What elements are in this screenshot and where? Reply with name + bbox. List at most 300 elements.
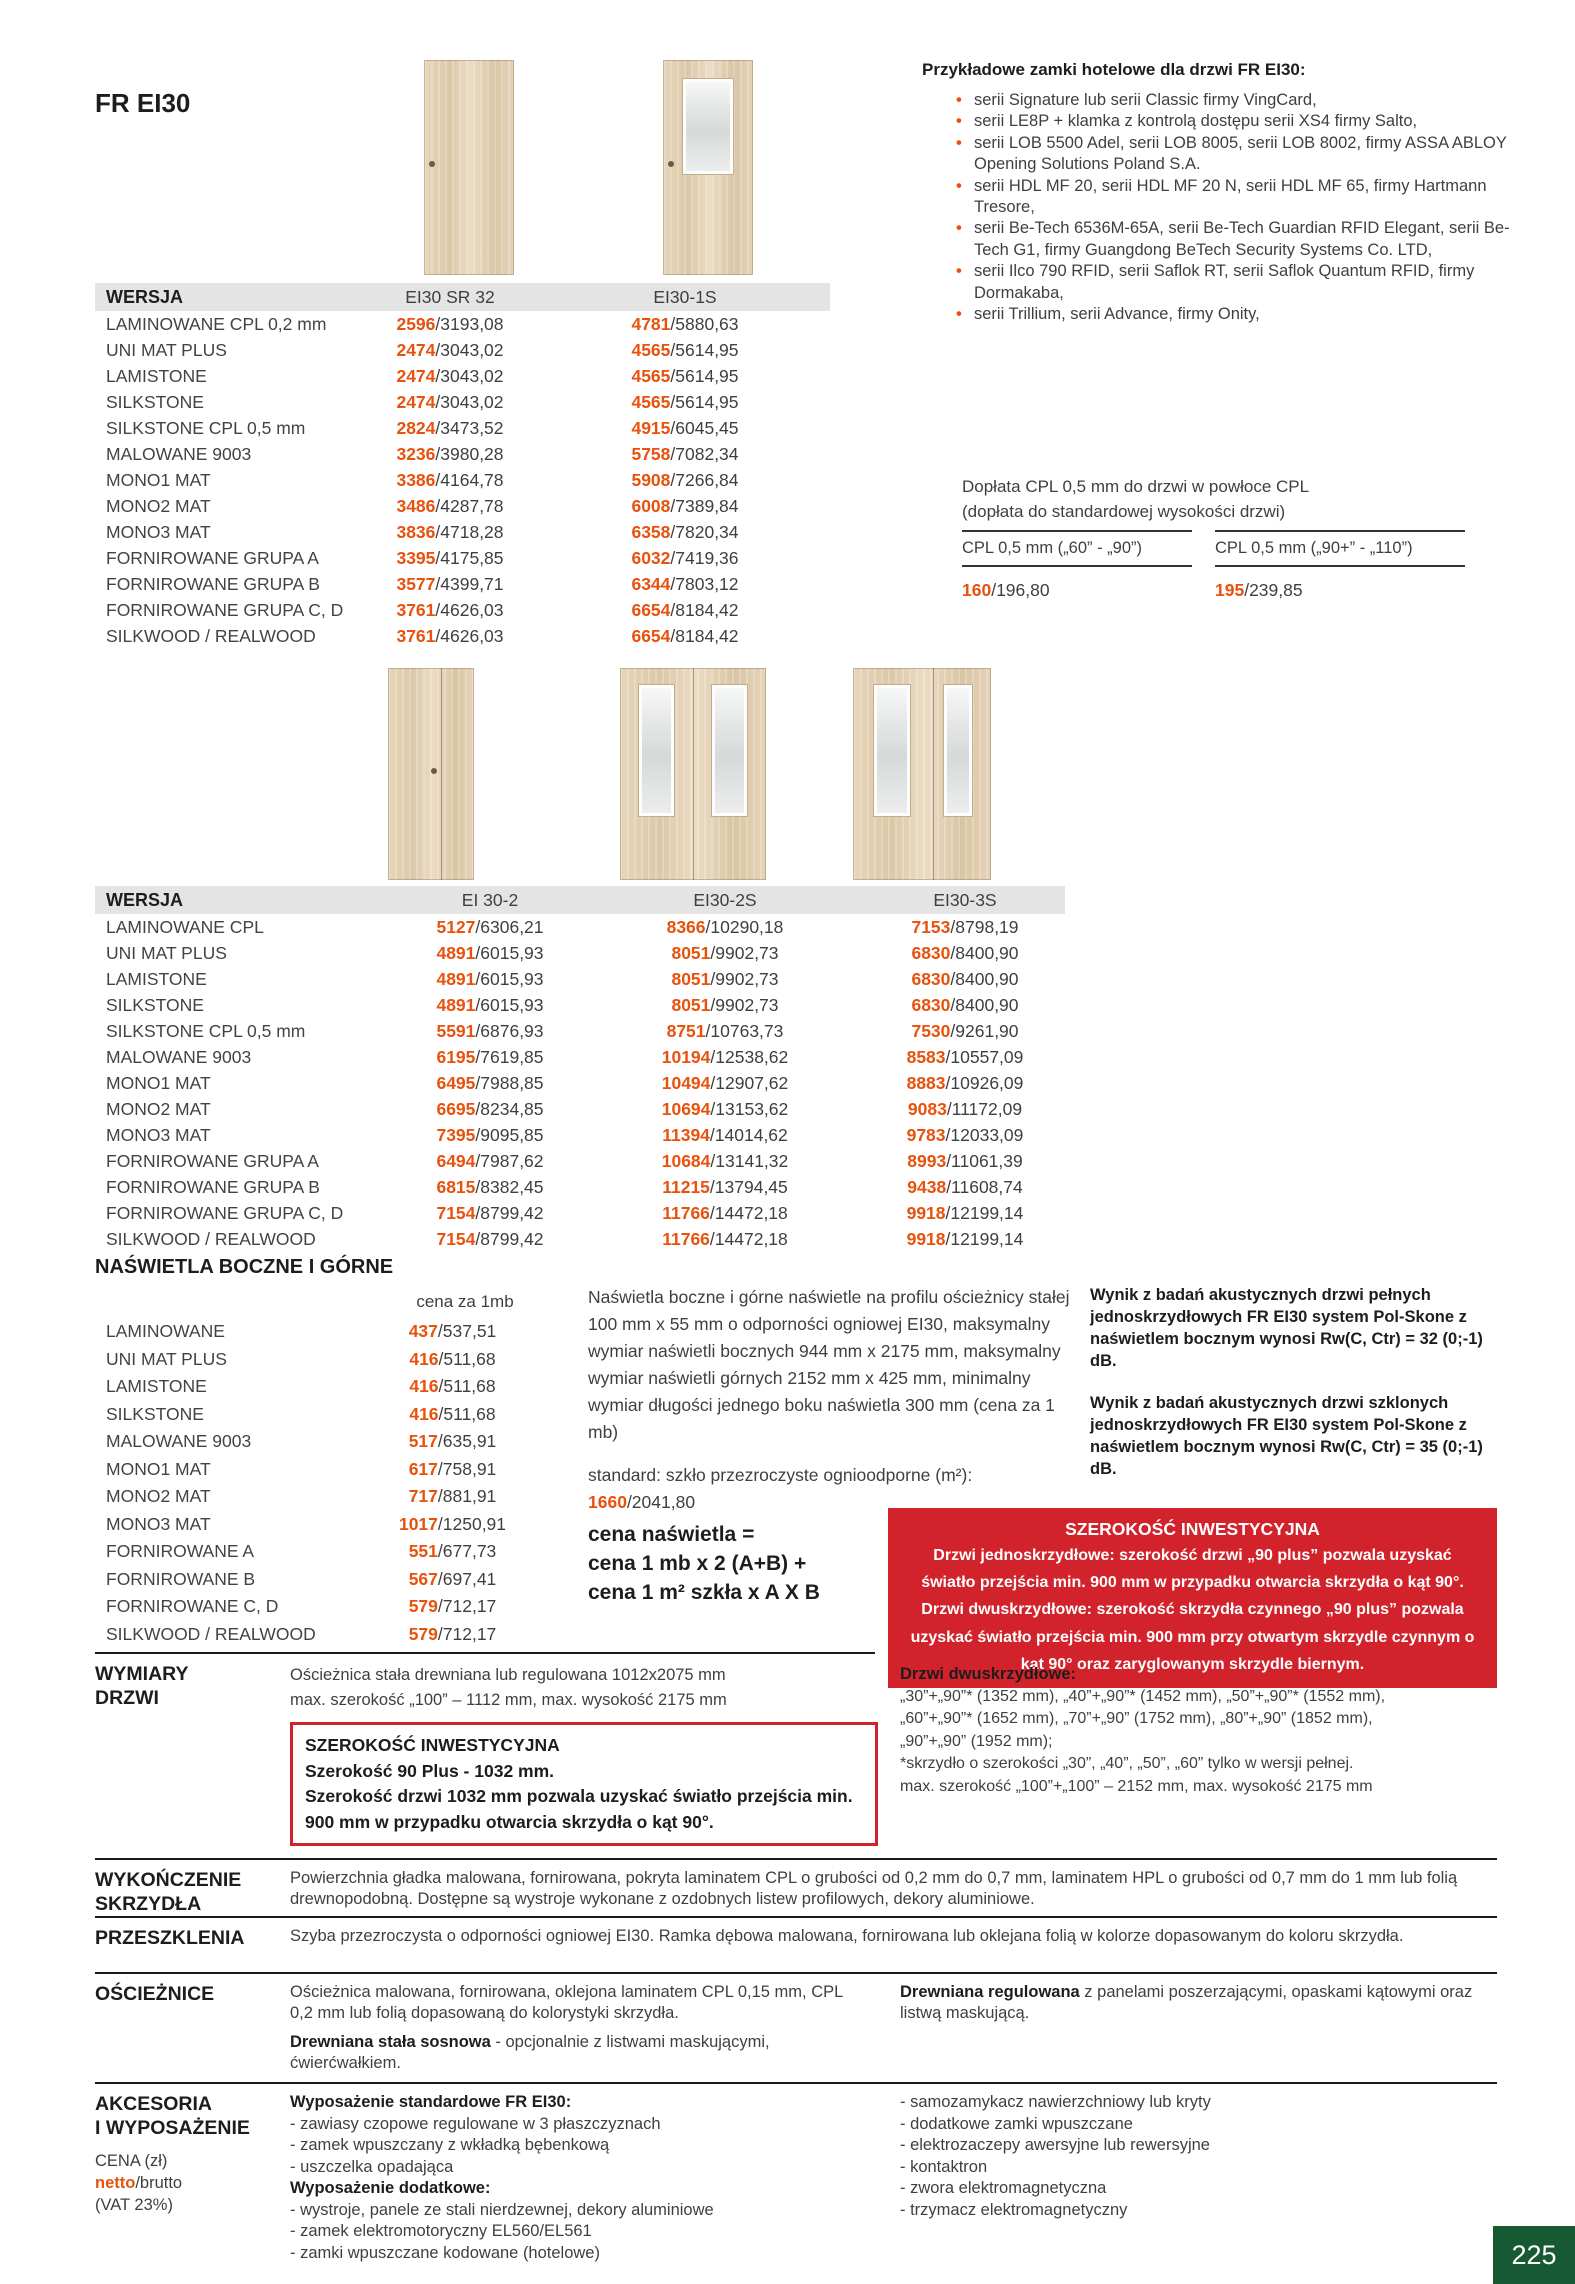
price-cell [395,1047,585,1068]
net-price: 8883 [906,1072,946,1093]
price-cell [540,314,830,335]
net-price: 6695 [436,1098,476,1119]
net-price: 1017 [398,1513,438,1534]
gross-price: /5614,95 [670,339,739,360]
gross-price: /4399,71 [435,573,504,594]
table-row [95,940,1065,966]
column-header-wersja: WERSJA [106,286,184,307]
gross-price: /6045,45 [670,417,739,438]
list-item: - kontaktron [900,2157,988,2176]
gross-price: /8234,85 [475,1098,544,1119]
price-cell [345,1459,560,1480]
row-label: LAMISTONE [106,968,207,989]
row-label: LAMINOWANE CPL [106,916,264,937]
table-row [95,1621,560,1649]
list-item: - zamek wpuszczany z wkładką bębenkową [290,2136,610,2154]
net-price: 7395 [436,1124,476,1145]
price-cell [360,340,540,361]
gross-price: /9261,90 [950,1020,1019,1041]
door-image-ei30-sr32 [424,60,514,275]
price-cell [865,1073,1065,1094]
netto-label: netto [95,2174,136,2192]
naswietla-description: Naświetla boczne i górne naświetle na profilu ościeżnicy stałej 100 mm x 55 mm o odporności ogniowej EI30, maksymalny wymiar naświetli bocznych 944 mm x 2175 mm, maksymalny wymiar naświetli górnych 2152 mm x 425 mm, minimalny wymiar długości jednego boku naświetla 300 mm (cena za 1 mb) [588,1287,1070,1442]
wykonczenie-text: Powierzchnia gładka malowana, fornirowana, pokryta laminatem CPL o grubości od 0,2 mm do 0,7 mm, laminatem HPL o grubości od 0,7 mm do 1 mm lub folią drewnopodobną. Dostępne są wystroje wykonane z ozdobnych listew profilowych, dekory aluminiowe. [290,1869,1458,1908]
row-label: FORNIROWANE GRUPA A [106,547,319,568]
door-glass-pane [712,685,747,816]
row-label: LAMISTONE [106,1376,207,1397]
row-label: UNI MAT PLUS [106,942,227,963]
gross-price: /2041,80 [626,1492,696,1512]
net-price: 4781 [631,313,671,334]
price-cell [395,969,585,990]
row-label: FORNIROWANE A [106,1541,255,1562]
net-price: 7154 [436,1202,476,1223]
net-price: 8051 [671,968,711,989]
gross-price: /8400,90 [950,994,1019,1015]
gross-price: /9095,85 [475,1124,544,1145]
price-cell [865,995,1065,1016]
surcharge-col2-price [1215,580,1303,601]
price-cell [345,1486,560,1507]
net-price: 4565 [631,339,671,360]
gross-price: /10290,18 [705,916,784,937]
section-divider [95,1652,875,1654]
akcesoria-add-heading: Wyposażenie dodatkowe: [290,2179,491,2197]
net-price: 416 [409,1376,439,1397]
akcesoria-add-items [290,2200,714,2265]
net-price: 3386 [396,469,436,490]
list-item: „60”+„90”* (1652 mm), „70”+„90” (1752 mm), „80”+„90” (1852 mm), [900,1710,1373,1727]
net-price: 2474 [396,365,436,386]
price-cell [540,496,830,517]
door-glass-pane [944,685,972,816]
row-label: MONO2 MAT [106,1486,211,1507]
price-cell [585,1151,865,1172]
net-price: 6195 [436,1046,476,1067]
list-item: - zwora elektromagnetyczna [900,2179,1107,2197]
door-glass-pane [683,79,733,174]
price-cell [395,1073,585,1094]
door-seam [933,668,934,880]
section-label-wykonczenie: WYKOŃCZENIE SKRZYDŁA [95,1869,242,1915]
table-row [95,545,830,571]
table-row [95,493,830,519]
acoustic-paragraph-2: Wynik z badań akustycznych drzwi szklonych jednoskrzydłowych FR EI30 system Pol-Skone z naświetlem bocznym wynosi Rw(C, Ctr) = 35 (0;-1) dB. [1090,1394,1483,1478]
table-row [95,1401,560,1429]
door-glass-pane [639,685,674,816]
table-row [95,571,830,597]
price-cell [540,340,830,361]
net-price: 9083 [907,1098,947,1119]
list-item: - dodatkowe zamki wpuszczane [900,2114,1133,2133]
wymiary-line2: max. szerokość „100” – 1112 mm, max. wysokość 2175 mm [290,1691,727,1709]
row-label: MONO3 MAT [106,1513,211,1534]
gross-price: /12199,14 [945,1202,1024,1223]
door-image-ei30-1s [663,60,753,275]
net-price: 9918 [906,1202,946,1223]
gross-price: /635,91 [437,1431,497,1452]
gross-price: /11172,09 [946,1098,1023,1119]
net-price: 10684 [661,1150,711,1171]
locks-list [922,90,1532,325]
table-row [95,1044,1065,1070]
net-price: 5591 [436,1020,476,1041]
red-box-body: Drzwi jednoskrzydłowe: szerokość drzwi „90 plus” pozwala uzyskać światło przejścia min. 900 mm w przypadku otwarcia skrzydła o kąt 90°. Drzwi dwuskrzydłowe: szerokość skrzydła czynnego „90 plus” pozwala uzyskać światło przejścia min. 900 mm przy otwartym skrzydle czynnym o kąt 90° oraz zaryglowanym skrzydle biernym. [910,1547,1475,1673]
net-price: 6008 [631,495,671,516]
gross-price: /6015,93 [475,942,544,963]
net-price: 717 [408,1486,438,1507]
price-cell [865,1229,1065,1250]
list-item: „90”+„90” (1952 mm); [900,1732,1053,1750]
table-row [95,519,830,545]
net-price: 195 [1215,580,1245,600]
gross-price: /13794,45 [709,1176,788,1197]
section-divider [95,1916,1497,1918]
oscieznice-left1: Ościeżnica malowana, fornirowana, oklejona laminatem CPL 0,15 mm, CPL 0,2 mm lub folią dopasowaną do kolorystyki skrzydła. [290,1983,843,2022]
row-label: FORNIROWANE GRUPA C, D [106,1202,344,1223]
gross-price: /8400,90 [950,968,1019,989]
row-label: SILKSTONE CPL 0,5 mm [106,1020,306,1041]
list-item: max. szerokość „100”+„100” – 2152 mm, max. wysokość 2175 mm [900,1777,1373,1795]
net-price: 3236 [396,443,436,464]
price-cell [865,1151,1065,1172]
price-cell [865,1125,1065,1146]
net-price: 8366 [666,916,706,937]
net-price: 579 [408,1596,438,1617]
net-price: 3395 [396,547,436,568]
gross-price: /7988,85 [475,1072,544,1093]
investment-width-banner [888,1508,1497,1688]
net-price: 3761 [396,625,436,646]
price-cell [360,392,540,413]
gross-price: /10557,09 [945,1046,1024,1067]
gross-price: /511,68 [438,1403,496,1424]
price-cell [585,1047,865,1068]
price-cell [360,314,540,335]
gross-price: /677,73 [437,1541,497,1562]
price-cell [345,1376,560,1397]
door-seam [441,668,442,880]
net-price: 4565 [631,365,671,386]
row-label: MONO2 MAT [106,1098,211,1119]
gross-price: /10763,73 [705,1020,784,1041]
price-cell [360,496,540,517]
net-price: 10194 [661,1046,711,1067]
table-row [95,415,830,441]
table-row [95,1456,560,1484]
net-price: 4891 [436,968,476,989]
gross-price: /9902,73 [710,942,779,963]
net-price: 551 [408,1541,438,1562]
section-label-przeszklenia: PRZESZKLENIA [95,1927,245,1949]
row-label: SILKSTONE [106,994,204,1015]
door-image-ei30-3s [853,668,991,880]
net-price: 5908 [631,469,671,490]
net-price: 7154 [436,1228,476,1249]
net-price: 3836 [396,521,436,542]
net-price: 6358 [631,521,671,542]
gross-price: /12199,14 [945,1228,1024,1249]
list-item: • serii Signature lub serii Classic firmy VingCard, [922,90,1522,111]
section-label-oscieznice: OŚCIEŻNICE [95,1983,215,2005]
table-row [95,467,830,493]
price-cell [540,626,830,647]
net-price: 579 [408,1623,438,1644]
section-divider [95,1858,1497,1860]
naswietla-standard-price [588,1492,695,1513]
gross-price: /712,17 [437,1596,497,1617]
table-row [95,992,1065,1018]
table-row [95,1096,1065,1122]
row-label: SILKSTONE [106,391,204,412]
gross-price: /7987,62 [475,1150,544,1171]
price-cell [360,444,540,465]
price-cell [395,1203,585,1224]
gross-price: /7619,85 [475,1046,544,1067]
gross-price: /7419,36 [670,547,739,568]
list-item: - zawiasy czopowe regulowane w 3 płaszczyznach [290,2114,661,2133]
row-label: SILKSTONE [106,1403,204,1424]
net-price: 5758 [631,443,671,464]
net-price: 567 [408,1568,438,1589]
table-row [95,1428,560,1456]
gross-price: /5614,95 [670,391,739,412]
oscieznice-left2 [290,2032,870,2074]
gross-price: /8382,45 [475,1176,544,1197]
inv-box-rest: Szerokość drzwi 1032 mm pozwala uzyskać światło przejścia min. 900 mm w przypadku otwarcia skrzydła o kąt 90°. [305,1786,853,1832]
table-row [95,1566,560,1594]
price-cell [540,574,830,595]
price-cell [585,1099,865,1120]
price-cell [585,1203,865,1224]
akcesoria-right-items [900,2092,1211,2221]
price-cell [585,995,865,1016]
gross-price: /14014,62 [709,1124,788,1145]
price-cell [585,943,865,964]
price-cell [865,1021,1065,1042]
price-cell [540,392,830,413]
gross-price: /8184,42 [670,599,739,620]
net-price: 3577 [396,573,436,594]
price-cell [395,917,585,938]
gross-price: /7266,84 [670,469,739,490]
net-price: 6815 [436,1176,476,1197]
row-label: SILKWOOD / REALWOOD [106,625,316,646]
table-row [95,441,830,467]
table-row [95,1200,1065,1226]
row-label: MONO1 MAT [106,1072,211,1093]
akcesoria-middle [290,2092,714,2264]
naswietla-formula [588,1520,820,1607]
surcharge-line2: (dopłata do standardowej wysokości drzwi) [962,502,1286,521]
price-cell [540,470,830,491]
locks-heading: Przykładowe zamki hotelowe dla drzwi FR EI30: [922,60,1306,79]
price-legend [95,2150,182,2216]
table-row [95,1373,560,1401]
gross-price: /196,80 [991,580,1050,600]
gross-price: /3980,28 [435,443,504,464]
surcharge-intro [962,474,1309,524]
gross-price: /7803,12 [670,573,739,594]
wymiary-right-text [900,1663,1385,1798]
oscieznice-left2-lead: Drewniana stała sosnowa [290,2033,491,2051]
net-price: 8051 [671,994,711,1015]
row-label: SILKWOOD / REALWOOD [106,1228,316,1249]
akcesoria-std-items [290,2114,714,2179]
net-price: 6830 [911,942,951,963]
row-label: MALOWANE 9003 [106,1046,252,1067]
row-label: LAMINOWANE [106,1321,225,1342]
net-price: 8751 [666,1020,706,1041]
gross-price: /12538,62 [710,1046,789,1067]
gross-price: /511,68 [438,1376,496,1397]
column-header: EI30-1S [653,286,717,307]
gross-price: /8184,42 [670,625,739,646]
page-number: 225 [1511,2239,1557,2270]
door-handle [668,161,674,167]
net-price: 11766 [662,1202,710,1223]
gross-price: /4626,03 [435,599,504,620]
price-legend-line1: CENA (zł) [95,2152,168,2170]
naswietla-standard-line: standard: szkło przezroczyste ognioodporne (m²): [588,1465,973,1485]
surcharge-col2-header: CPL 0,5 mm („90+” - „110”) [1215,530,1465,567]
table-row [95,1070,1065,1096]
net-price: 437 [408,1321,438,1342]
row-label: SILKWOOD / REALWOOD [106,1623,316,1644]
inv-box-title: SZEROKOŚĆ INWESTYCYJNA [305,1735,560,1755]
price-cell [540,522,830,543]
price-cell [345,1431,560,1452]
table-row [95,1174,1065,1200]
price-cell [540,548,830,569]
surcharge-col1-price [962,580,1050,601]
gross-price: /3043,02 [435,391,504,412]
net-price: 11766 [662,1228,710,1249]
list-item: *skrzydło o szerokości „30”, „40”, „50”, „60” tylko w wersji pełnej. [900,1755,1354,1772]
net-price: 9918 [906,1228,946,1249]
net-price: 416 [409,1348,439,1369]
net-price: 4565 [631,391,671,412]
net-price: 3486 [396,495,436,516]
row-label: MONO3 MAT [106,521,211,542]
gross-price: /3473,52 [435,417,504,438]
row-label: FORNIROWANE GRUPA B [106,1176,320,1197]
price-cell [345,1624,560,1645]
gross-price: /511,68 [438,1348,496,1369]
net-price: 517 [408,1431,438,1452]
row-label: MALOWANE 9003 [106,1431,252,1452]
gross-price: /881,91 [437,1486,497,1507]
price-cell [585,1073,865,1094]
table-row [95,363,830,389]
net-price: 2596 [396,313,436,334]
wymiary-line1: Ościeżnica stała drewniana lub regulowana 1012x2075 mm [290,1666,726,1684]
net-price: 6494 [436,1150,476,1171]
row-label: FORNIROWANE GRUPA C, D [106,599,344,620]
list-item: • serii Be-Tech 6536M-65A, serii Be-Tech Guardian RFID Elegant, serii Be-Tech G1, firmy Guangdong BeTech Security Systems Co. LTD, [922,218,1522,261]
price-cell [360,366,540,387]
list-item: • serii LE8P + klamka z kontrolą dostępu serii XS4 firmy Salto, [922,111,1522,132]
gross-price: /6015,93 [475,968,544,989]
price-cell [395,1151,585,1172]
door-image-ei30-2s [620,668,766,880]
price-cell [345,1569,560,1590]
formula-line: cena naświetla = [588,1523,755,1546]
price-cell [865,1047,1065,1068]
net-price: 6654 [631,599,671,620]
price-cell [360,548,540,569]
gross-price: /8799,42 [475,1228,544,1249]
price-cell [395,1177,585,1198]
column-header: EI30-3S [933,889,997,910]
row-label: UNI MAT PLUS [106,1348,227,1369]
gross-price: /5880,63 [670,313,739,334]
gross-price: /13141,32 [710,1150,789,1171]
table-header-row [95,886,1065,914]
price-cell [345,1349,560,1370]
net-price: 2474 [396,391,436,412]
door-glass-pane [874,685,910,816]
price-legend-line2 [95,2172,182,2194]
net-price: 617 [408,1458,438,1479]
price-cell [540,444,830,465]
brutto-label: /brutto [135,2174,183,2192]
list-item: - zamek elektromotoryczny EL560/EL561 [290,2222,592,2240]
list-item: • serii Trillium, serii Advance, firmy Onity, [922,304,1522,325]
net-price: 10694 [661,1098,711,1119]
price-cell [540,366,830,387]
price-cell [585,917,865,938]
table-row [95,1511,560,1539]
section-divider [95,1972,1497,1974]
table-row [95,1483,560,1511]
naswietla-unit-label: cena za 1mb [416,1292,514,1311]
column-header: EI30 SR 32 [405,286,495,307]
price-cell [345,1514,560,1535]
gross-price: /537,51 [437,1321,497,1342]
row-label: FORNIROWANE GRUPA B [106,573,320,594]
net-price: 11215 [662,1176,710,1197]
gross-price: /3043,02 [435,365,504,386]
net-price: 6654 [631,625,671,646]
gross-price: /9902,73 [710,968,779,989]
column-header: EI 30-2 [461,889,519,910]
table-row [95,1226,1065,1252]
price-cell [865,1177,1065,1198]
gross-price: /7820,34 [670,521,739,542]
table-row [95,337,830,363]
acoustic-paragraph-1: Wynik z badań akustycznych drzwi pełnych jednoskrzydłowych FR EI30 system Pol-Skone z naświetlem bocznym wynosi Rw(C, Ctr) = 32 (0;-1) dB. [1090,1286,1483,1370]
net-price: 6032 [631,547,671,568]
gross-price: /3043,02 [435,339,504,360]
net-price: 8993 [907,1150,947,1171]
price-cell [865,1099,1065,1120]
net-price: 6830 [911,968,951,989]
formula-line: cena 1 mb x 2 (A+B) + [588,1552,807,1575]
list-item: „30”+„90”* (1352 mm), „40”+„90”* (1452 mm), „50”+„90”* (1552 mm), [900,1687,1386,1705]
page-title: FR EI30 [95,88,191,118]
table-row [95,1346,560,1374]
net-price: 7153 [911,916,951,937]
price-cell [865,917,1065,938]
table-row [95,1593,560,1621]
formula-line: cena 1 m² szkła x A X B [588,1581,820,1604]
net-price: 9783 [906,1124,946,1145]
row-label: MONO3 MAT [106,1124,211,1145]
door-handle [429,161,435,167]
gross-price: /8400,90 [950,942,1019,963]
row-label: MONO2 MAT [106,495,211,516]
